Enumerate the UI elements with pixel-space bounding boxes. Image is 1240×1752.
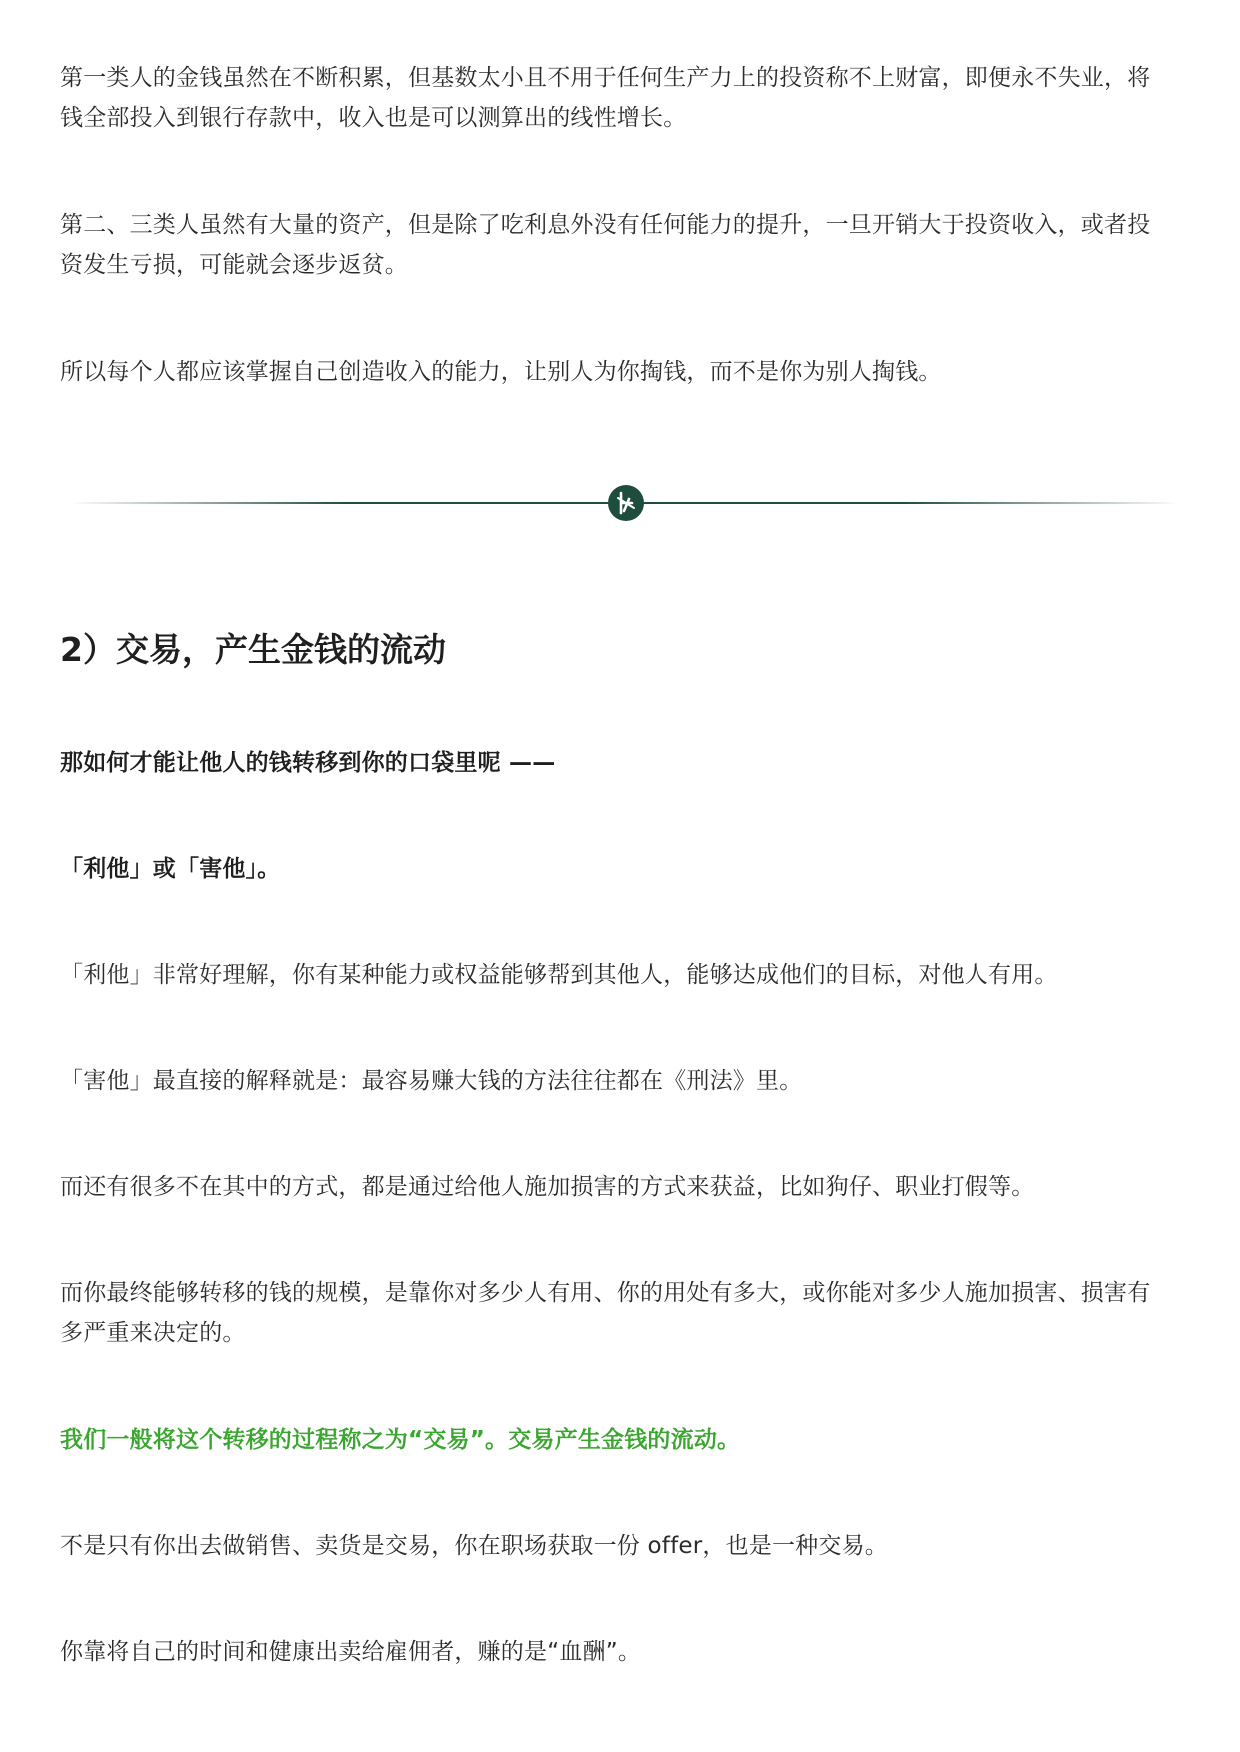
paragraph-other-ways: 而还有很多不在其中的方式，都是通过给他人施加损害的方式来获益，比如狗仔、职业打假等。 <box>60 1174 1035 1200</box>
paragraph-first-type: 第一类人的金钱虽然在不断积累，但基数太小且不用于任何生产力上的投资称不上财富，即便永不失业，将钱全部投入到银行存款中，收入也是可以测算出的线性增长。 <box>60 65 1151 131</box>
paragraph-second-third-type: 第二、三类人虽然有大量的资产，但是除了吃利息外没有任何能力的提升，一旦开销大于投资收入，或者投资发生亏损，可能就会逐步返贫。 <box>60 212 1151 278</box>
paragraph-scale: 而你最终能够转移的钱的规模，是靠你对多少人有用、你的用处有多大，或你能对多少人施加损害、损害有多严重来决定的。 <box>60 1280 1151 1346</box>
section-heading: 2）交易，产生金钱的流动 <box>60 630 446 669</box>
question-line: 那如何才能让他人的钱转移到你的口袋里呢 —— <box>60 750 556 776</box>
paragraph-blood-pay: 你靠将自己的时间和健康出卖给雇佣者，赚的是“血酬”。 <box>60 1639 642 1665</box>
paragraph-lita: 「利他」非常好理解，你有某种能力或权益能够帮到其他人，能够达成他们的目标，对他人有用。 <box>60 962 1058 988</box>
paragraph-conclusion: 所以每个人都应该掌握自己创造收入的能力，让别人为你掏钱，而不是你为别人掏钱。 <box>60 359 942 385</box>
answer-line: 「利他」或「害他」。 <box>60 856 281 882</box>
crossed-h-icon <box>607 484 645 522</box>
paragraph-haita: 「害他」最直接的解释就是：最容易赚大钱的方法往往都在《刑法》里。 <box>60 1068 803 1094</box>
paragraph-offer: 不是只有你出去做销售、卖货是交易，你在职场获取一份 offer，也是一种交易。 <box>60 1533 888 1559</box>
highlight-trade: 我们一般将这个转移的过程称之为“交易”。交易产生金钱的流动。 <box>60 1427 741 1453</box>
